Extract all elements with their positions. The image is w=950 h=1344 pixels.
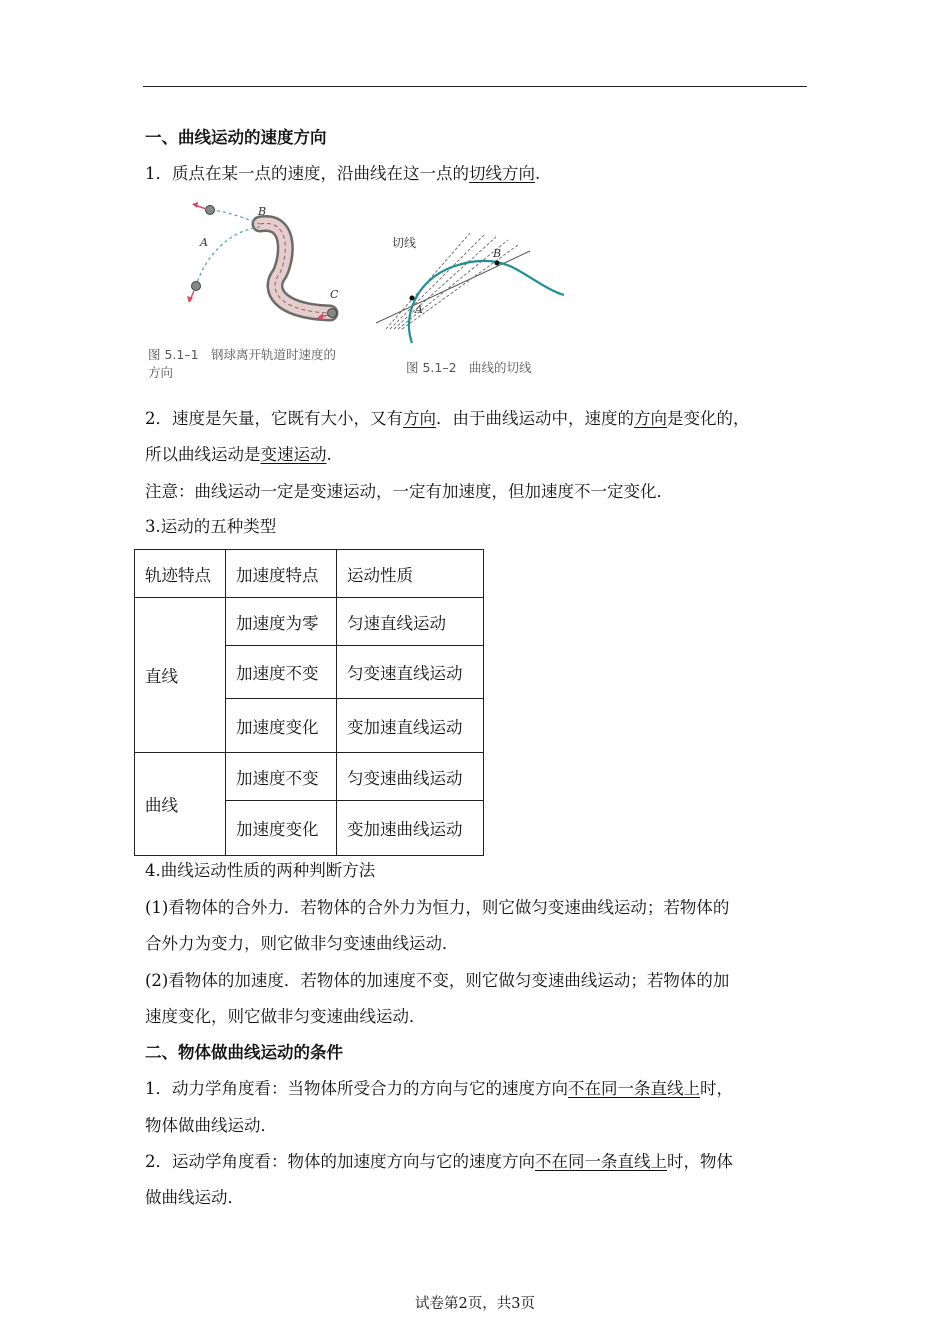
- figure-ball-track: [180, 196, 350, 331]
- figure-1-caption: [148, 346, 336, 382]
- answer-blank: 不在同一条直线上: [535, 1152, 667, 1171]
- table-cell: 曲线: [135, 753, 226, 856]
- table-header: 加速度特点: [226, 550, 337, 598]
- paragraph-4-b-line-2: 速度变化，则它做非匀变速曲线运动．: [145, 1007, 426, 1026]
- paragraph-4-a-line-2: 合外力为变力，则它做非匀变速曲线运动．: [145, 934, 459, 953]
- table-cell: 匀变速直线运动: [337, 646, 484, 699]
- table-cell: 加速度为零: [226, 598, 337, 646]
- paragraph-4-b-line-1: (2)看物体的加速度．若物体的加速度不变，则它做匀变速曲线运动；若物体的加: [145, 971, 730, 990]
- figure-tangent-curve: [372, 225, 572, 345]
- text: 1．动力学角度看：当物体所受合力的方向与它的速度方向: [145, 1079, 568, 1098]
- text: 时，: [700, 1079, 733, 1098]
- point-b-label: B: [493, 247, 502, 260]
- text: 时，物体: [667, 1152, 733, 1171]
- table-header: 轨迹特点: [135, 550, 226, 598]
- table-cell: 加速度不变: [226, 646, 337, 699]
- table-cell: 变加速直线运动: [337, 699, 484, 753]
- paragraph-3-title: 3.运动的五种类型: [145, 517, 277, 536]
- table-cell: 变加速曲线运动: [337, 801, 484, 856]
- point-a-label: A: [415, 303, 423, 316]
- point-c-label: C: [330, 288, 339, 301]
- table-row: [135, 598, 484, 646]
- condition-1-line-1: [145, 1078, 733, 1100]
- table-header: 运动性质: [337, 550, 484, 598]
- text: .: [326, 445, 332, 464]
- point-a-label: A: [200, 236, 208, 249]
- condition-2-line-1: [145, 1151, 733, 1173]
- text: ．由于曲线运动中，速度的: [436, 409, 634, 428]
- text: 2．运动学角度看：物体的加速度方向与它的速度方向: [145, 1152, 535, 1171]
- answer-blank: 方向: [403, 409, 436, 428]
- table-cell: 加速度不变: [226, 753, 337, 801]
- motion-types-table: [134, 549, 484, 856]
- table-cell: 匀速直线运动: [337, 598, 484, 646]
- text: 所以曲线运动是: [145, 445, 261, 464]
- caption-line: 方向: [148, 365, 174, 380]
- answer-blank: 变速运动: [260, 445, 327, 464]
- section-2-title: 二、物体做曲线运动的条件: [145, 1043, 343, 1062]
- paragraph-1: [145, 163, 540, 185]
- table-cell: 直线: [135, 598, 226, 753]
- figure-2-caption: 图 5.1–2 曲线的切线: [406, 360, 532, 375]
- point-b-label: B: [258, 205, 267, 218]
- section-1-title: 一、曲线运动的速度方向: [145, 128, 327, 147]
- answer-blank: 不在同一条直线上: [568, 1079, 700, 1098]
- header-rule: [143, 86, 807, 87]
- table-cell: 匀变速曲线运动: [337, 753, 484, 801]
- condition-1-line-2: 物体做曲线运动．: [145, 1116, 277, 1135]
- text: 是变化的，: [667, 409, 750, 428]
- answer-blank: 切线方向: [469, 164, 535, 183]
- page-footer: 试卷第2页，共3页: [415, 1296, 535, 1312]
- text: 2．速度是矢量，它既有大小，又有: [145, 409, 403, 428]
- paragraph-4-a-line-1: (1)看物体的合外力．若物体的合外力为恒力，则它做匀变速曲线运动；若物体的: [145, 898, 730, 917]
- table-cell: 加速度变化: [226, 801, 337, 856]
- text: 1．质点在某一点的速度，沿曲线在这一点的: [145, 164, 469, 183]
- note: 注意：曲线运动一定是变速运动，一定有加速度，但加速度不一定变化．: [145, 482, 673, 501]
- table-header-row: [135, 550, 484, 598]
- caption-line: 图 5.1–1 钢球离开轨道时速度的: [148, 347, 337, 362]
- paragraph-4-title: 4.曲线运动性质的两种判断方法: [145, 861, 376, 880]
- answer-blank: 方向: [634, 409, 667, 428]
- table-cell: 加速度变化: [226, 699, 337, 753]
- paragraph-2-line-2: [145, 444, 332, 466]
- condition-2-line-2: 做曲线运动．: [145, 1188, 244, 1207]
- table-row: [135, 753, 484, 801]
- text: .: [535, 164, 541, 183]
- paragraph-2-line-1: [145, 408, 750, 430]
- tangent-label: 切线: [392, 236, 417, 250]
